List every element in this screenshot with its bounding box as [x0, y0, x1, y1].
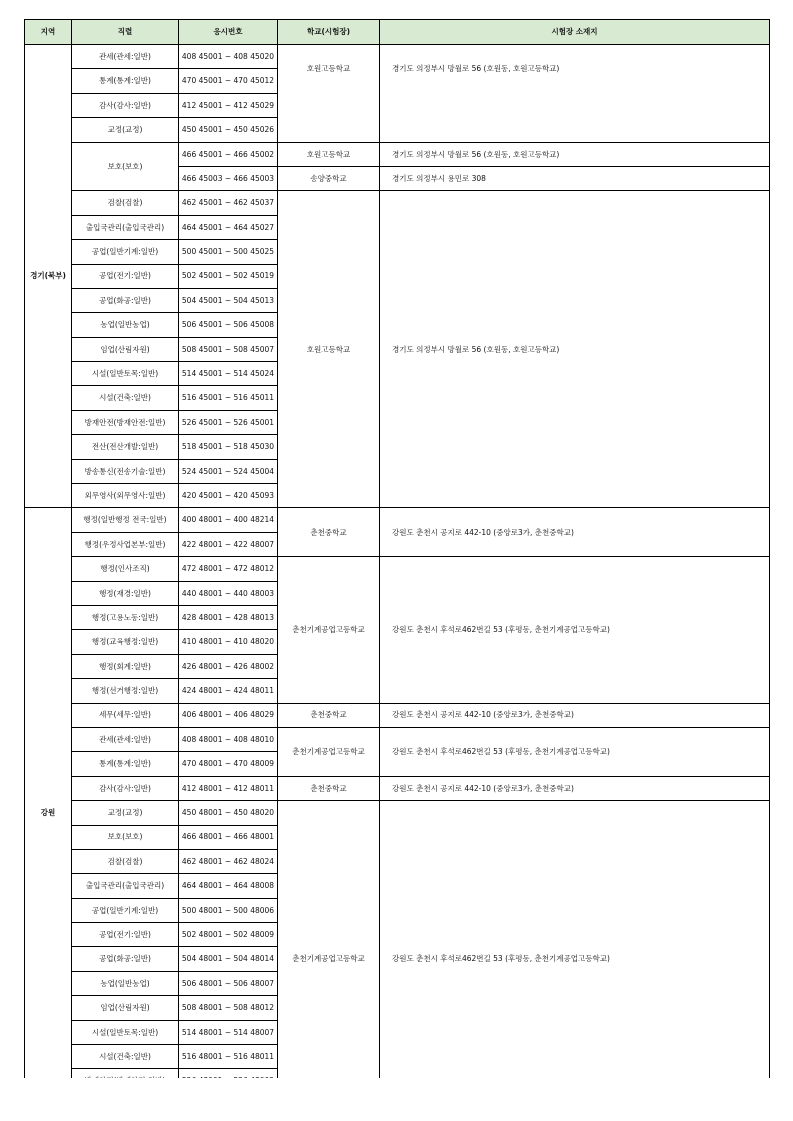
job-series-cell: 시설(건축:일반) [72, 1045, 179, 1069]
address-cell: 강원도 춘천시 공지로 442-10 (중앙로3가, 춘천중학교) [380, 508, 770, 557]
job-series-cell: 통계(통계:일반) [72, 69, 179, 93]
school-cell: 춘천중학교 [278, 776, 380, 800]
table-body [25, 45, 770, 1118]
exam-number-range-cell: 502 45001 ~ 502 45019 [179, 264, 278, 288]
exam-number-range-cell: 500 45001 ~ 500 45025 [179, 240, 278, 264]
job-series-cell: 시설(일반토목:일반) [72, 1020, 179, 1044]
school-cell: 춘천중학교 [278, 703, 380, 727]
job-series-cell: 공업(일반기계:일반) [72, 898, 179, 922]
region-cell: 강원 [25, 508, 72, 1118]
job-series-cell: 공업(화공:일반) [72, 288, 179, 312]
exam-number-range-cell: 504 48001 ~ 504 48014 [179, 947, 278, 971]
exam-number-range-cell: 472 48001 ~ 472 48012 [179, 557, 278, 581]
job-series-cell: 행정(재경:일반) [72, 581, 179, 605]
header-job-series: 직렬 [72, 20, 179, 45]
job-series-cell: 검찰(검찰) [72, 849, 179, 873]
region-cell: 경기(북부) [25, 45, 72, 508]
table-header-row [25, 20, 770, 45]
address-cell: 강원도 춘천시 후석로462번길 53 (후평동, 춘천기계공업고등학교) [380, 557, 770, 703]
exam-number-range-cell: 462 45001 ~ 462 45037 [179, 191, 278, 215]
table-row [25, 191, 770, 215]
job-series-cell: 전산(전산개발:일반) [72, 435, 179, 459]
job-series-cell: 행정(인사조직) [72, 557, 179, 581]
job-series-cell: 방재안전(방재안전:일반) [72, 410, 179, 434]
exam-number-range-cell: 450 45001 ~ 450 45026 [179, 118, 278, 142]
job-series-cell: 보호(보호) [72, 825, 179, 849]
job-series-cell: 공업(화공:일반) [72, 947, 179, 971]
exam-number-range-cell: 406 48001 ~ 406 48029 [179, 703, 278, 727]
exam-venue-sheet [24, 19, 769, 1118]
exam-number-range-cell: 450 48001 ~ 450 48020 [179, 801, 278, 825]
job-series-cell: 관세(관세:일반) [72, 45, 179, 69]
address-cell: 경기도 의정부시 용민로 308 [380, 166, 770, 190]
job-series-cell: 보호(보호) [72, 142, 179, 191]
school-cell: 호원고등학교 [278, 142, 380, 166]
page-cut-edge [0, 1078, 793, 1121]
job-series-cell: 관세(관세:일반) [72, 727, 179, 751]
school-cell: 춘천기계공업고등학교 [278, 557, 380, 703]
job-series-cell: 행정(회계:일반) [72, 654, 179, 678]
exam-number-range-cell: 514 45001 ~ 514 45024 [179, 362, 278, 386]
exam-number-range-cell: 500 48001 ~ 500 48006 [179, 898, 278, 922]
school-cell: 호원고등학교 [278, 45, 380, 143]
job-series-cell: 출입국관리(출입국관리) [72, 215, 179, 239]
job-series-cell: 세무(세무:일반) [72, 703, 179, 727]
job-series-cell: 검찰(검찰) [72, 191, 179, 215]
job-series-cell: 시설(일반토목:일반) [72, 362, 179, 386]
exam-number-range-cell: 412 48001 ~ 412 48011 [179, 776, 278, 800]
job-series-cell: 행정(우정사업본부:일반) [72, 532, 179, 556]
school-cell: 춘천중학교 [278, 508, 380, 557]
exam-number-range-cell: 506 48001 ~ 506 48007 [179, 971, 278, 995]
exam-number-range-cell: 462 48001 ~ 462 48024 [179, 849, 278, 873]
job-series-cell: 공업(전기:일반) [72, 923, 179, 947]
exam-number-range-cell: 408 45001 ~ 408 45020 [179, 45, 278, 69]
exam-number-range-cell: 464 45001 ~ 464 45027 [179, 215, 278, 239]
exam-number-range-cell: 516 45001 ~ 516 45011 [179, 386, 278, 410]
exam-number-range-cell: 424 48001 ~ 424 48011 [179, 679, 278, 703]
exam-number-range-cell: 470 45001 ~ 470 45012 [179, 69, 278, 93]
exam-number-range-cell: 524 45001 ~ 524 45004 [179, 459, 278, 483]
address-cell: 경기도 의정부시 망월로 56 (호원동, 호원고등학교) [380, 45, 770, 143]
job-series-cell: 행정(일반행정 전국:일반) [72, 508, 179, 532]
exam-number-range-cell: 502 48001 ~ 502 48009 [179, 923, 278, 947]
table-row [25, 557, 770, 581]
school-cell: 호원고등학교 [278, 191, 380, 508]
exam-number-range-cell: 412 45001 ~ 412 45029 [179, 93, 278, 117]
exam-number-range-cell: 504 45001 ~ 504 45013 [179, 288, 278, 312]
job-series-cell: 감사(감사:일반) [72, 776, 179, 800]
exam-number-range-cell: 410 48001 ~ 410 48020 [179, 630, 278, 654]
header-exam-number: 응시번호 [179, 20, 278, 45]
job-series-cell: 농업(일반농업) [72, 313, 179, 337]
exam-number-range-cell: 466 45003 ~ 466 45003 [179, 166, 278, 190]
job-series-cell: 감사(감사:일반) [72, 93, 179, 117]
job-series-cell: 농업(일반농업) [72, 971, 179, 995]
address-cell: 강원도 춘천시 후석로462번길 53 (후평동, 춘천기계공업고등학교) [380, 727, 770, 776]
job-series-cell: 통계(통계:일반) [72, 752, 179, 776]
exam-number-range-cell: 464 48001 ~ 464 48008 [179, 874, 278, 898]
exam-number-range-cell: 420 45001 ~ 420 45093 [179, 484, 278, 508]
table-row [25, 776, 770, 800]
exam-number-range-cell: 408 48001 ~ 408 48010 [179, 727, 278, 751]
job-series-cell: 임업(산림자원) [72, 996, 179, 1020]
exam-number-range-cell: 516 48001 ~ 516 48011 [179, 1045, 278, 1069]
exam-number-range-cell: 428 48001 ~ 428 48013 [179, 605, 278, 629]
exam-number-range-cell: 470 48001 ~ 470 48009 [179, 752, 278, 776]
exam-number-range-cell: 506 45001 ~ 506 45008 [179, 313, 278, 337]
table-row [25, 508, 770, 532]
exam-number-range-cell: 466 48001 ~ 466 48001 [179, 825, 278, 849]
exam-number-range-cell: 400 48001 ~ 400 48214 [179, 508, 278, 532]
address-cell: 강원도 춘천시 후석로462번길 53 (후평동, 춘천기계공업고등학교) [380, 801, 770, 1118]
exam-number-range-cell: 508 45001 ~ 508 45007 [179, 337, 278, 361]
job-series-cell: 행정(선거행정:일반) [72, 679, 179, 703]
header-region: 지역 [25, 20, 72, 45]
table-row [25, 45, 770, 69]
exam-number-range-cell: 508 48001 ~ 508 48012 [179, 996, 278, 1020]
exam-number-range-cell: 426 48001 ~ 426 48002 [179, 654, 278, 678]
school-cell: 춘천기계공업고등학교 [278, 727, 380, 776]
exam-number-range-cell: 440 48001 ~ 440 48003 [179, 581, 278, 605]
exam-number-range-cell: 422 48001 ~ 422 48007 [179, 532, 278, 556]
exam-number-range-cell: 514 48001 ~ 514 48007 [179, 1020, 278, 1044]
address-cell: 강원도 춘천시 공지로 442-10 (중앙로3가, 춘천중학교) [380, 776, 770, 800]
school-cell: 춘천기계공업고등학교 [278, 801, 380, 1118]
exam-venue-table [24, 19, 770, 1118]
job-series-cell: 행정(고용노동:일반) [72, 605, 179, 629]
exam-number-range-cell: 466 45001 ~ 466 45002 [179, 142, 278, 166]
job-series-cell: 외무영사(외무영사:일반) [72, 484, 179, 508]
table-row [25, 801, 770, 825]
job-series-cell: 출입국관리(출입국관리) [72, 874, 179, 898]
job-series-cell: 공업(전기:일반) [72, 264, 179, 288]
exam-number-range-cell: 518 45001 ~ 518 45030 [179, 435, 278, 459]
table-row [25, 703, 770, 727]
table-row [25, 142, 770, 166]
exam-number-range-cell: 526 45001 ~ 526 45001 [179, 410, 278, 434]
address-cell: 경기도 의정부시 망월로 56 (호원동, 호원고등학교) [380, 142, 770, 166]
header-school: 학교(시험장) [278, 20, 380, 45]
job-series-cell: 방송통신(전송기술:일반) [72, 459, 179, 483]
address-cell: 경기도 의정부시 망월로 56 (호원동, 호원고등학교) [380, 191, 770, 508]
job-series-cell: 행정(교육행정:일반) [72, 630, 179, 654]
job-series-cell: 교정(교정) [72, 801, 179, 825]
address-cell: 강원도 춘천시 공지로 442-10 (중앙로3가, 춘천중학교) [380, 703, 770, 727]
job-series-cell: 임업(산림자원) [72, 337, 179, 361]
job-series-cell: 공업(일반기계:일반) [72, 240, 179, 264]
job-series-cell: 교정(교정) [72, 118, 179, 142]
header-address: 시험장 소재지 [380, 20, 770, 45]
job-series-cell: 시설(건축:일반) [72, 386, 179, 410]
table-row [25, 727, 770, 751]
school-cell: 송양중학교 [278, 166, 380, 190]
